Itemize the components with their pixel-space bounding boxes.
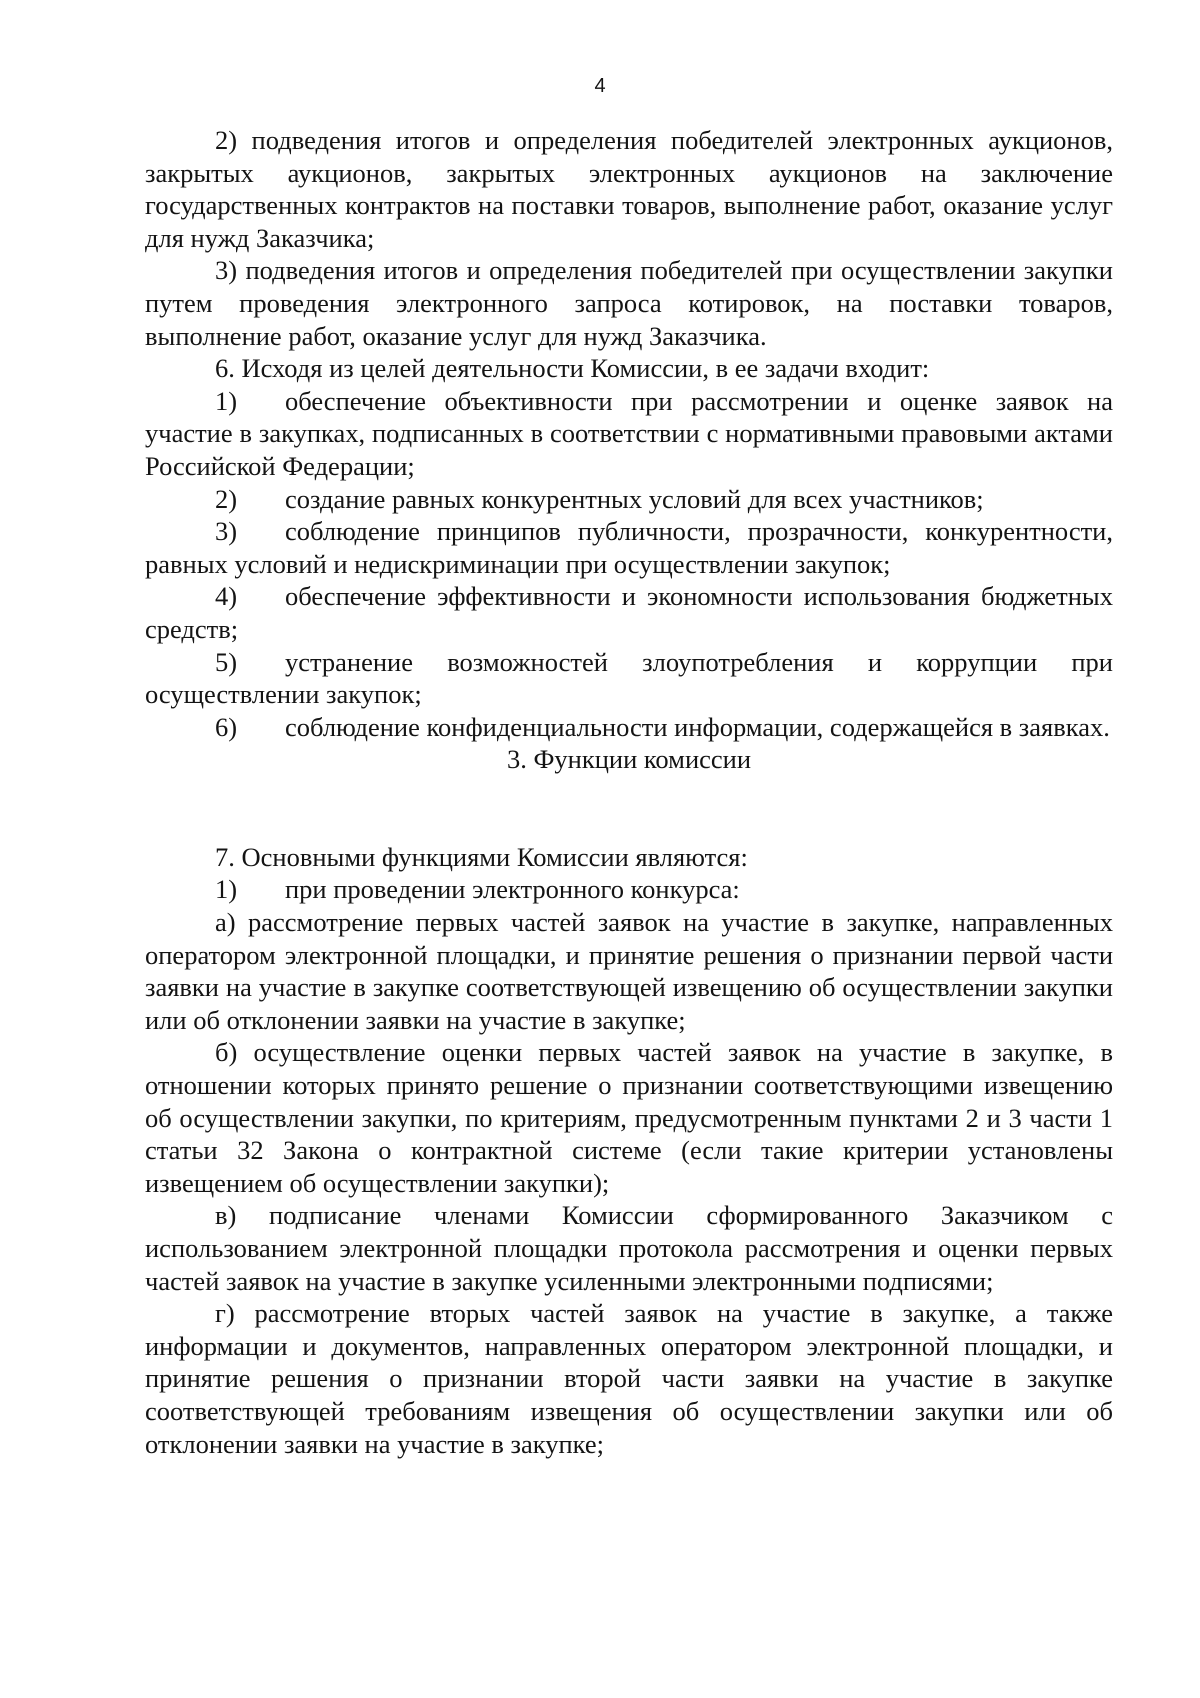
list-item-number: 2) [215, 483, 238, 514]
paragraph: 6. Исходя из целей деятельности Комиссии, в ее задачи входит: [215, 353, 930, 384]
document-body [145, 124, 1113, 1460]
list-item-text: обеспечение эффективности и экономности использования бюджетных средств; [145, 581, 1113, 644]
paragraph: 7. Основными функциями Комиссии являются: [215, 841, 748, 872]
list-item-text: устранение возможностей злоупотребления и коррупции при осуществлении закупок; [145, 646, 1113, 710]
list-item-text: при проведении электронного конкурса: [285, 874, 740, 905]
paragraph: а) рассмотрение первых частей заявок на участие в закупке, направленных оператором электронной площадки, и принятие решения о признании первой части заявки на участие в закупке соответствующей извещению об осуществлении закупки или об отклонении заявки на участие в закупке; [145, 907, 1113, 1035]
list-item-number: 6) [215, 711, 238, 742]
list-item-number: 1) [215, 874, 238, 905]
list-item [145, 483, 1113, 516]
section-heading: 3. Функции комиссии [506, 744, 752, 775]
list-item-number: 4) [215, 581, 238, 612]
paragraph: в) подписание членами Комиссии сформированного Заказчиком с использованием электронной площадки протокола рассмотрения и оценки первых частей заявок на участие в закупке усиленными электронными подписями; [145, 1200, 1113, 1296]
list-item-text: соблюдение принципов публичности, прозрачности, конкурентности, равных условий и недискриминации при осуществлении закупок; [145, 516, 1113, 579]
list-item [145, 873, 1113, 906]
list-item-number: 3) [215, 516, 238, 547]
page-number: 4 [594, 75, 606, 97]
list-item-text: создание равных конкурентных условий для всех участников; [285, 483, 984, 514]
paragraph: 2) подведения итогов и определения победителей электронных аукционов, закрытых аукционов, закрытых электронных аукционов на заключение государственных контрактов на поставки товаров, выполнение работ, оказание услуг для нужд Заказчика; [145, 125, 1113, 253]
list-item [145, 385, 1113, 483]
list-item-number: 1) [215, 385, 238, 416]
list-item [145, 515, 1113, 580]
list-item [145, 646, 1113, 711]
paragraph: б) осуществление оценки первых частей заявок на участие в закупке, в отношении которых принято решение о признании соответствующими извещению об осуществлении закупки, по критериям, предусмотренным пунктами 2 и 3 части 1 статьи 32 Закона о контрактной системе (если такие критерии установлены извещением об осуществлении закупки); [145, 1037, 1113, 1198]
list-item-text: обеспечение объективности при рассмотрении и оценке заявок на участие в закупках, подписанных в соответствии с нормативными правовыми актами Российской Федерации; [145, 385, 1113, 481]
list-item-text: соблюдение конфиденциальности информации, содержащейся в заявках. [285, 711, 1110, 742]
paragraph: 3) подведения итогов и определения победителей при осуществлении закупки путем проведения электронного запроса котировок, на поставки товаров, выполнение работ, оказание услуг для нужд Заказчика. [145, 255, 1113, 351]
list-item [145, 580, 1113, 645]
paragraph: г) рассмотрение вторых частей заявок на участие в закупке, а также информации и документов, направленных оператором электронной площадки, и принятие решения о признании второй части заявки на участие в закупке соответствующей требованиям извещения об осуществлении закупки или об отклонении заявки на участие в закупке; [145, 1298, 1113, 1459]
list-item [145, 711, 1113, 744]
list-item-number: 5) [215, 646, 238, 677]
